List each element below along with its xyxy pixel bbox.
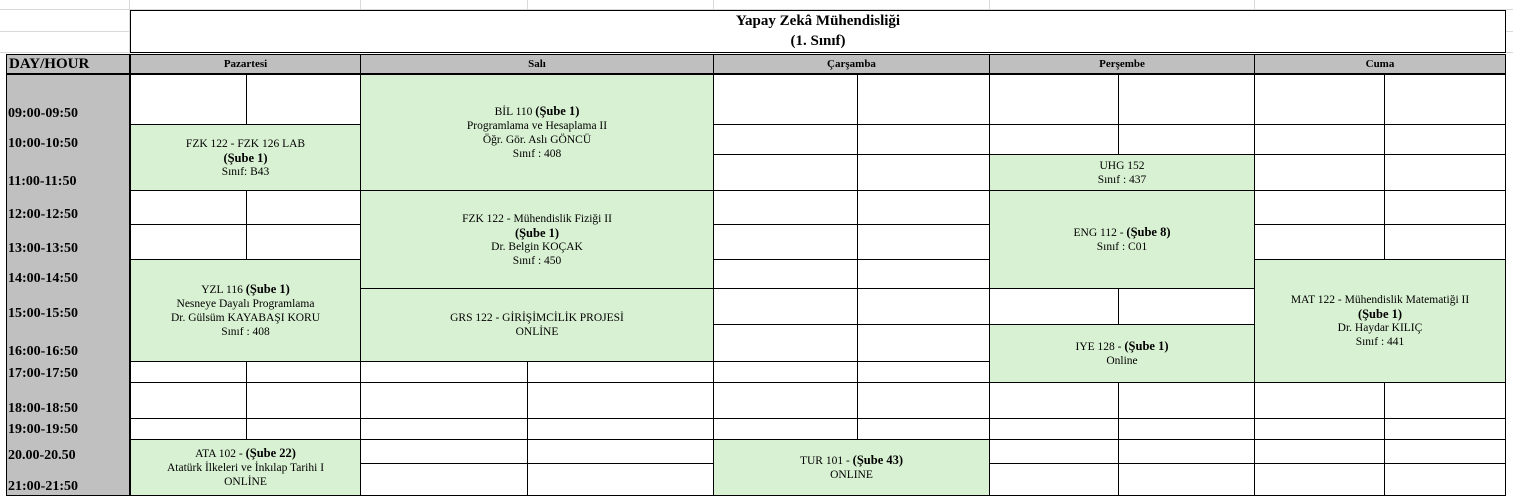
course-room: Sınıf : 441 <box>1355 336 1405 348</box>
course-room: Sınıf : 437 <box>1097 173 1147 186</box>
empty-cell <box>989 439 1119 464</box>
course-room: Online <box>1106 355 1138 367</box>
empty-cell <box>527 463 714 496</box>
course-instructor: Öğr. Gör. Aslı GÖNCÜ <box>482 134 592 146</box>
empty-cell <box>1384 224 1506 260</box>
empty-cell <box>1254 74 1385 125</box>
time-label: 14:00-14:50 <box>8 271 78 286</box>
course-fzk122-lab[interactable] <box>130 124 361 191</box>
empty-cell <box>713 259 858 289</box>
empty-cell <box>1118 418 1255 440</box>
time-label: 19:00-19:50 <box>8 422 78 437</box>
empty-cell <box>1384 439 1506 464</box>
course-title: Atatürk İlkeleri ve İnkılap Tarihi I <box>166 462 325 474</box>
course-grs122[interactable] <box>360 288 714 362</box>
empty-cell <box>1118 463 1255 496</box>
course-mat122[interactable] <box>1254 259 1506 383</box>
empty-cell <box>857 154 990 191</box>
empty-cell <box>246 361 361 383</box>
empty-cell <box>713 224 858 260</box>
empty-cell <box>246 224 361 260</box>
course-code: YZL 116 (Şube 1) <box>201 282 290 296</box>
empty-cell <box>713 324 858 362</box>
empty-cell <box>1254 463 1385 496</box>
empty-cell <box>1254 190 1385 225</box>
time-label: 16:00-16:50 <box>8 344 78 359</box>
empty-cell <box>1254 224 1385 260</box>
empty-cell <box>360 361 528 383</box>
course-instructor: Dr. Haydar KILIÇ <box>1337 322 1423 334</box>
empty-cell <box>1384 154 1506 191</box>
course-title: FZK 122 - Mühendislik Fiziği II <box>462 212 612 225</box>
empty-cell <box>130 418 247 440</box>
empty-cell <box>857 382 990 419</box>
course-title: Nesneye Dayalı Programlama <box>176 298 315 310</box>
gridline <box>713 0 714 10</box>
empty-cell <box>989 288 1119 325</box>
course-title: Programlama ve Hesaplama II <box>466 120 608 132</box>
course-code: TUR 101 - (Şube 43) <box>799 453 904 467</box>
course-room: ONLİNE <box>224 476 267 488</box>
empty-cell <box>1384 382 1506 419</box>
empty-cell <box>989 74 1119 125</box>
empty-cell <box>1254 124 1385 155</box>
empty-cell <box>857 124 990 155</box>
empty-cell <box>713 74 858 125</box>
empty-cell <box>130 190 247 225</box>
empty-cell <box>130 224 247 260</box>
empty-cell <box>1254 418 1385 440</box>
course-code: ENG 112 - (Şube 8) <box>1073 225 1171 239</box>
class-subtitle: (1. Sınıf) <box>130 31 1506 53</box>
empty-cell <box>989 382 1119 419</box>
empty-cell <box>527 382 714 419</box>
time-label: 10:00-10:50 <box>8 136 78 151</box>
course-instructor: Dr. Gülsüm KAYABAŞI KORU <box>170 312 321 324</box>
empty-cell <box>713 124 858 155</box>
gridline <box>360 0 361 10</box>
empty-cell <box>1118 124 1255 155</box>
empty-cell <box>989 463 1119 496</box>
course-room: Sınıf : 408 <box>512 148 562 160</box>
empty-cell <box>989 124 1119 155</box>
course-tur101[interactable] <box>713 439 990 496</box>
course-fzk122[interactable] <box>360 190 714 289</box>
empty-cell <box>130 74 247 125</box>
course-code: FZK 122 - FZK 126 LAB <box>185 137 306 150</box>
course-bil110[interactable] <box>360 74 714 191</box>
empty-cell <box>527 361 714 383</box>
empty-cell <box>360 418 528 440</box>
empty-cell <box>1118 74 1255 125</box>
empty-cell <box>130 361 247 383</box>
empty-cell <box>1384 124 1506 155</box>
course-room: ONLINE <box>830 469 873 481</box>
empty-cell <box>527 439 714 464</box>
course-code: BİL 110 (Şube 1) <box>494 104 580 118</box>
time-label: 11:00-11:50 <box>8 174 77 189</box>
course-section: (Şube 1) <box>514 225 560 240</box>
empty-cell <box>527 418 714 440</box>
course-uhg152[interactable] <box>989 154 1255 191</box>
empty-cell <box>857 259 990 289</box>
empty-cell <box>1384 418 1506 440</box>
empty-cell <box>713 154 858 191</box>
empty-cell <box>713 361 858 383</box>
empty-cell <box>360 463 528 496</box>
time-label: 15:00-15:50 <box>8 306 78 321</box>
course-code: IYE 128 - (Şube 1) <box>1075 339 1169 353</box>
empty-cell <box>1384 74 1506 125</box>
empty-cell <box>713 190 858 225</box>
day-header-friday: Cuma <box>1254 54 1506 74</box>
course-ata102[interactable] <box>130 439 361 496</box>
empty-cell <box>857 361 990 383</box>
empty-cell <box>713 418 858 440</box>
empty-cell <box>246 382 361 419</box>
empty-cell <box>1384 463 1506 496</box>
course-instructor: Dr. Belgin KOÇAK <box>491 240 583 253</box>
empty-cell <box>989 418 1119 440</box>
time-label: 13:00-13:50 <box>8 241 78 256</box>
empty-cell <box>857 324 990 362</box>
day-header-wednesday: Çarşamba <box>713 54 990 74</box>
empty-cell <box>713 288 858 325</box>
time-label: 17:00-17:50 <box>8 366 78 381</box>
day-hour-header: DAY/HOUR <box>6 54 130 74</box>
empty-cell <box>1254 439 1385 464</box>
empty-cell <box>1118 439 1255 464</box>
empty-cell <box>246 190 361 225</box>
empty-cell <box>857 74 990 125</box>
course-section: (Şube 1) <box>1357 307 1403 321</box>
course-room: Sınıf : 408 <box>221 326 270 338</box>
day-header-thursday: Perşembe <box>989 54 1255 74</box>
empty-cell <box>857 418 990 440</box>
gridline <box>527 0 528 10</box>
course-room: ONLİNE <box>515 326 559 338</box>
empty-cell <box>857 190 990 225</box>
empty-cell <box>1254 154 1385 191</box>
course-eng112[interactable] <box>989 190 1255 289</box>
course-room: Sınıf : C01 <box>1096 241 1148 253</box>
gridline <box>1254 0 1255 10</box>
empty-cell <box>130 382 247 419</box>
course-yzl116[interactable] <box>130 259 361 362</box>
empty-cell <box>246 418 361 440</box>
empty-cell <box>713 382 858 419</box>
empty-cell <box>360 382 528 419</box>
course-code: UHG 152 <box>1099 159 1145 172</box>
empty-cell <box>1254 382 1385 419</box>
day-header-tuesday: Salı <box>360 54 714 74</box>
empty-cell <box>360 439 528 464</box>
time-label: 12:00-12:50 <box>8 207 78 222</box>
course-room: Sınıf : 450 <box>512 254 562 267</box>
course-code: ATA 102 - (Şube 22) <box>195 446 296 460</box>
empty-cell <box>1118 382 1255 419</box>
empty-cell <box>1384 190 1506 225</box>
time-label: 20.00-20.50 <box>8 448 76 463</box>
course-iye128[interactable] <box>989 324 1255 383</box>
time-label: 09:00-09:50 <box>8 106 78 121</box>
course-section: (Şube 1) <box>223 150 268 165</box>
empty-cell <box>857 288 990 325</box>
course-title: MAT 122 - Mühendislik Matematiği II <box>1290 294 1470 306</box>
program-title: Yapay Zekâ Mühendisliği <box>130 10 1506 32</box>
empty-cell <box>246 74 361 125</box>
day-header-monday: Pazartesi <box>130 54 361 74</box>
course-room: Sınıf: B43 <box>221 165 270 178</box>
empty-cell <box>1118 288 1255 325</box>
time-label: 18:00-18:50 <box>8 401 78 416</box>
empty-cell <box>857 224 990 260</box>
time-label: 21:00-21:50 <box>8 479 78 494</box>
course-title: GRS 122 - GİRİŞİMCİLİK PROJESİ <box>450 312 624 324</box>
gridline <box>989 0 990 10</box>
